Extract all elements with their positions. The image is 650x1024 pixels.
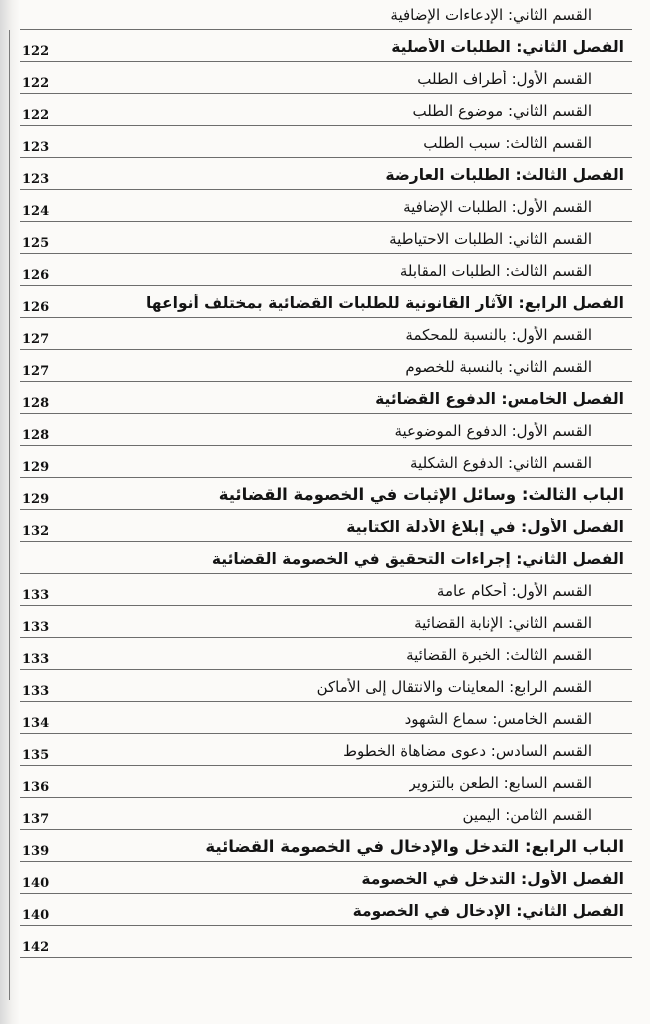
toc-page-number: 133	[22, 684, 50, 699]
toc-entry-text: القسم الأول: الدفوع الموضوعية	[394, 421, 592, 440]
toc-row[interactable]	[20, 0, 632, 30]
toc-page-number: 129	[22, 492, 50, 507]
toc-entry-text: القسم الثاني: موضوع الطلب	[412, 101, 592, 120]
toc-row[interactable]	[20, 864, 632, 894]
toc-row[interactable]	[20, 800, 632, 830]
toc-page-number: 133	[22, 588, 50, 603]
toc-row[interactable]	[20, 768, 632, 798]
toc-entry-text: القسم الأول: أطراف الطلب	[417, 69, 592, 88]
toc-entry-text: القسم الأول: بالنسبة للمحكمة	[405, 325, 592, 344]
toc-entry-text: الفصل الثاني: إجراءات التحقيق في الخصومة القضائية	[211, 549, 624, 568]
toc-page-number: 123	[22, 140, 50, 155]
toc-page-number: 136	[22, 780, 50, 795]
toc-entry-text: الفصل الثاني: الإدخال في الخصومة	[352, 901, 624, 920]
toc-page-number: 137	[22, 812, 50, 827]
toc-entry-text: الفصل الثالث: الطلبات العارضة	[385, 165, 624, 184]
toc-page-number: 135	[22, 748, 50, 763]
toc-entry-text: القسم الأول: أحكام عامة	[436, 581, 592, 600]
toc-entry-text: الفصل الخامس: الدفوع القضائية	[375, 389, 624, 408]
toc-row[interactable]	[20, 64, 632, 94]
toc-row[interactable]	[20, 384, 632, 414]
toc-entry-text: القسم الأول: الطلبات الإضافية	[403, 197, 592, 216]
toc-entry-text: القسم الثاني: بالنسبة للخصوم	[405, 357, 592, 376]
toc-row[interactable]	[20, 704, 632, 734]
toc-row[interactable]	[20, 352, 632, 382]
toc-entry-text: الفصل الرابع: الآثار القانونية للطلبات القضائية بمختلف أنواعها	[145, 293, 624, 312]
toc-page-number: 127	[22, 364, 50, 379]
toc-row[interactable]	[20, 320, 632, 350]
toc-row[interactable]	[20, 896, 632, 926]
toc-entry-text: القسم الثاني: الإدعاءات الإضافية	[390, 5, 592, 24]
toc-page-number: 122	[22, 76, 50, 91]
toc-entry-text: القسم الثاني: الطلبات الاحتياطية	[389, 229, 592, 248]
toc-entry-text: الفصل الأول: في إبلاغ الأدلة الكتابية	[346, 517, 624, 536]
toc-row[interactable]	[20, 448, 632, 478]
toc-row[interactable]	[20, 832, 632, 862]
toc-page-number: 123	[22, 172, 50, 187]
toc-row[interactable]	[20, 288, 632, 318]
toc-row[interactable]	[20, 416, 632, 446]
toc-page-number: 126	[22, 300, 50, 315]
toc-row[interactable]	[20, 672, 632, 702]
toc-page-number: 122	[22, 108, 50, 123]
toc-row[interactable]	[20, 160, 632, 190]
toc-entry-text: القسم الثاني: الإنابة القضائية	[414, 613, 592, 632]
toc-page-number: 139	[22, 844, 50, 859]
toc-entry-text: القسم الثالث: الطلبات المقابلة	[399, 261, 592, 280]
toc-page-number: 126	[22, 268, 50, 283]
toc-entry-text: القسم الثاني: الدفوع الشكلية	[410, 453, 592, 472]
toc-row[interactable]	[20, 96, 632, 126]
toc-entry-text: القسم الرابع: المعاينات والانتقال إلى الأماكن	[316, 677, 592, 696]
toc-row[interactable]	[20, 736, 632, 766]
toc-page-number: 140	[22, 908, 50, 923]
book-spine-shadow	[0, 0, 20, 1024]
toc-page-number: 140	[22, 876, 50, 891]
toc-entry-text: الفصل الثاني: الطلبات الأصلية	[391, 37, 624, 56]
toc-entry-text: القسم الثامن: اليمين	[462, 805, 592, 824]
table-of-contents	[20, 0, 632, 1024]
toc-page-number: 125	[22, 236, 50, 251]
toc-page-number: 133	[22, 620, 50, 635]
toc-entry-text: الفصل الأول: التدخل في الخصومة	[361, 869, 624, 888]
toc-page-number: 124	[22, 204, 50, 219]
toc-row[interactable]	[20, 576, 632, 606]
toc-entry-text: القسم الخامس: سماع الشهود	[404, 709, 592, 728]
toc-page-number: 142	[22, 940, 50, 955]
toc-page-number: 129	[22, 460, 50, 475]
toc-row[interactable]	[20, 224, 632, 254]
toc-row[interactable]	[20, 192, 632, 222]
toc-page-number: 134	[22, 716, 50, 731]
toc-row[interactable]	[20, 128, 632, 158]
toc-page-number: 127	[22, 332, 50, 347]
spine-rule	[9, 30, 10, 1000]
toc-row[interactable]	[20, 928, 632, 958]
toc-entry-text: القسم السابع: الطعن بالتزوير	[408, 773, 592, 792]
toc-row[interactable]	[20, 608, 632, 638]
toc-row[interactable]	[20, 32, 632, 62]
toc-entry-text: القسم الثالث: سبب الطلب	[423, 133, 592, 152]
toc-row[interactable]	[20, 640, 632, 670]
toc-row[interactable]	[20, 480, 632, 510]
toc-row[interactable]	[20, 256, 632, 286]
toc-page-number: 132	[22, 524, 50, 539]
toc-row[interactable]	[20, 544, 632, 574]
toc-page-number: 122	[22, 44, 50, 59]
toc-page-number: 128	[22, 428, 50, 443]
toc-entry-text: القسم السادس: دعوى مضاهاة الخطوط	[343, 741, 592, 760]
toc-entry-text: الباب الرابع: التدخل والإدخال في الخصومة القضائية	[205, 837, 624, 856]
toc-page-number: 128	[22, 396, 50, 411]
toc-entry-text: القسم الثالث: الخبرة القضائية	[406, 645, 592, 664]
toc-page-number: 133	[22, 652, 50, 667]
toc-entry-text: الباب الثالث: وسائل الإثبات في الخصومة القضائية	[218, 485, 624, 504]
toc-row[interactable]	[20, 512, 632, 542]
